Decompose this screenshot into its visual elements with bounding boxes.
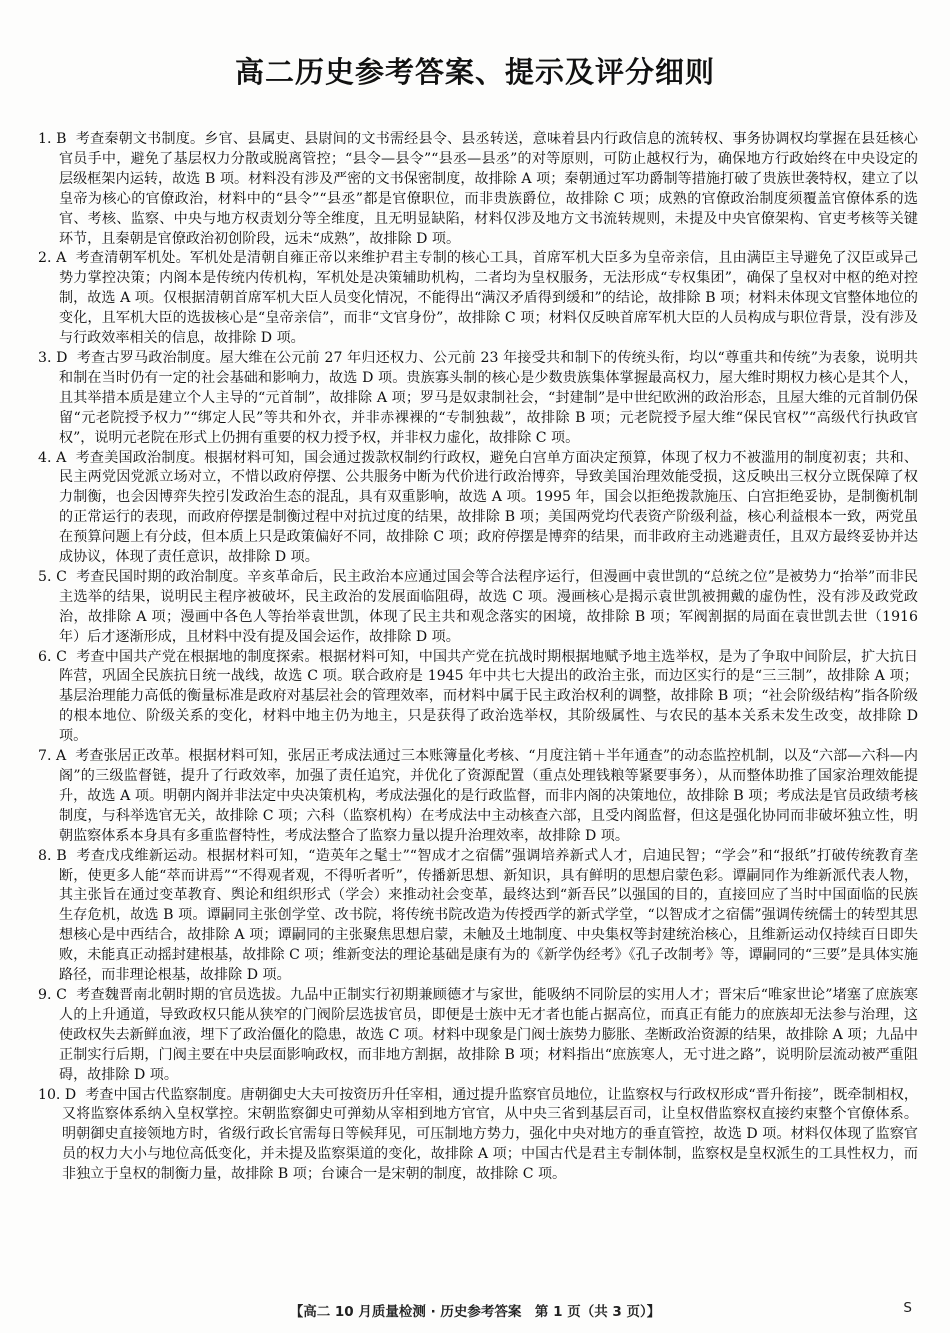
page-title: 高二历史参考答案、提示及评分细则	[234, 55, 715, 89]
answer-list	[38, 130, 918, 1185]
answer-text: 考查古罗马政治制度。屋大维在公元前 27 年归还权力、公元前 23 年接受共和制下的传统头衔，均以“尊重共和传统”为表象，说明共和制在当时仍有一定的社会基础和影响力，故选 D 项。贵族寡头制的核心是少数贵族集体掌握最高权力，屋大维时期权力核心是其个人，且其举措本质是建立个人主导的“元首制”，故排除 A 项；罗马是奴隶制社会，“封建制”是中世纪欧洲的政治形态，且屋大维的元首制仍保留“元老院授予权力”“绑定人民”等共和外衣，并非赤裸裸的“专制独裁”，故排除 B 项；元老院授予屋大维“保民官权”“高级代行执政官权”，说明元老院在形式上仍拥有重要的权力授予权，并非权力虚化，故排除 C 项。	[59, 349, 918, 446]
answer-number: 2. A	[38, 250, 67, 267]
answer-text: 考查秦朝文书制度。乡官、县属吏、县尉间的文书需经县令、县丞转送，意味着县内行政信息的流转权、事务协调权均掌握在县廷核心官员手中，避免了基层权力分散或脱离管控；“县令—县令”“县丞—县丞”的对等原则，可防止越权行为，确保地方行政始终在中央设定的层级框架内运转，故选 B 项。材料没有涉及严密的文书保密制度，故排除 A 项；秦朝通过军功爵制等措施打破了贵族世袭特权，建立了以皇帝为核心的官僚政治，材料中的“县令”“县丞”都是官僚职位，而非贵族爵位，故排除 C 项；成熟的官僚政治制度须覆盖官僚体系的选官、考核、监察、中央与地方权责划分等全维度，且无明显缺陷，材料仅涉及地方文书流转规则，未提及中央官僚架构、官吏考核等关键环节，且秦朝是官僚政治初创阶段，远未“成熟”，故排除 D 项。	[59, 131, 918, 247]
answer-item-9	[38, 986, 918, 1086]
answer-number: 1. B	[38, 131, 67, 147]
answer-number: 3. D	[38, 349, 68, 366]
answer-text: 考查民国时期的政治制度。辛亥革命后，民主政治本应通过国会等合法程序运行，但漫画中袁世凯的“总统之位”是被势力“抬举”而非民主选举的结果，说明民主程序被破坏，民主政治的发展面临阻碍，故选 C 项。漫画核心是揭示袁世凯被拥戴的虚伪性，没有涉及政党政治，故排除 A 项；漫画中各色人等抬举袁世凯，体现了民主共和观念落实的困境，故排除 B 项；军阀割据的局面在袁世凯去世（1916 年）后才逐渐形成，且材料中没有提及国会运作，故排除 D 项。	[59, 568, 918, 645]
answer-number: 9. C	[38, 986, 67, 1003]
answer-number: 7. A	[38, 748, 67, 765]
answer-number: 4. A	[38, 449, 67, 466]
answer-number: 10. D	[38, 1086, 77, 1103]
answer-text: 考查中国共产党在根据地的制度探索。根据材料可知，中国共产党在抗战时期根据地赋予地主选举权，是为了争取中间阶层，扩大抗日阵营，巩固全民族抗日统一战线，故选 C 项。联合政府是 1945 年中共七大提出的政治主张，而边区实行的是“三三制”，故排除 A 项；基层治理能力高低的衡量标准是政府对基层社会的管理效率，而材料中属于民主政治权利的调整，故排除 B 项；“社会阶级结构”指各阶级的根本地位、阶级关系的变化，材料中地主仍为地主，只是获得了政治选举权，其阶级属性、与农民的基本关系未发生改变，故排除 D 项。	[59, 648, 918, 745]
answer-text: 考查美国政治制度。根据材料可知，国会通过拨款权制约行政权，避免白宫单方面决定预算，体现了权力不被滥用的制度初衷；共和、民主两党因党派立场对立，不惜以政府停摆、公共服务中断为代价进行政治博弈，导致美国治理效能受损，这反映出三权分立既保障了权力制衡，也会因博弈失控引发政治生态的混乱，具有双重影响，故选 A 项。1995 年，国会以拒绝拨款施压、白宫拒绝妥协，是制衡机制的正常运行的表现，而政府停摆是制衡过程中对抗过度的结果，故排除 B 项；美国两党均代表资产阶级利益，核心利益根本一致，两党虽在预算问题上有分歧，但本质上只是政策偏好不同，故排除 C 项；政府停摆是博弈的结果，而非政府主动逃避责任，且双方最终妥协并达成协议，体现了责任意识，故排除 D 项。	[59, 449, 918, 566]
answer-item-5	[38, 568, 918, 648]
answer-item-1	[38, 130, 918, 249]
answer-item-4	[38, 449, 918, 568]
footer-page-info: 【高二 10 月质量检测 · 历史参考答案 第 1 页（共 3 页）】	[289, 1304, 661, 1320]
answer-text: 考查中国古代监察制度。唐朝御史大夫可按资历升任宰相，通过提升监察官员地位，让监察权与行政权形成“晋升衔接”，既牵制相权，又将监察体系纳入皇权掌控。宋朝监察御史可弹劾从宰相到地方官官，从中央三省到基层百司，让皇权借监察权直接约束整个官僚体系。明朝御史直接领地方时，省级行政长官需每日等候拜见，可压制地方势力，强化中央对地方的垂直管控，故选 D 项。材料仅体现了监察官员的权力大小与地位高低变化，并未提及监察渠道的变化，故排除 A 项；中国古代是君主专制体制，监察权是皇权派生的工具性权力，而非独立于皇权的制衡力量，故排除 B 项；台谏合一是宋朝的制度，故排除 C 项。	[62, 1086, 918, 1183]
answer-number: 5. C	[38, 568, 67, 585]
page-footer	[0, 1300, 950, 1322]
answer-item-10	[38, 1086, 918, 1186]
answer-text: 考查清朝军机处。军机处是清朝自雍正帝以来维护君主专制的核心工具，首席军机大臣多为皇帝亲信，且由满臣主导避免了汉臣或异己势力掌控决策；内阁本是传统内传机构，军机处是决策辅助机构，二者均为皇权服务，无法形成“专权集团”，确保了皇权对中枢的绝对控制，故选 A 项。仅根据清朝首席军机大臣人员变化情况，不能得出“满汉矛盾得到缓和”的结论，故排除 B 项；材料未体现文官整体地位的变化，且军机大臣的选拔核心是“皇帝亲信”，而非“文官身份”，故排除 C 项；材料仅反映首席军机大臣的人员构成与职位背景，没有涉及与行政效率相关的信息，故排除 D 项。	[59, 250, 918, 347]
answer-number: 8. B	[38, 847, 67, 864]
answer-text: 考查戊戌维新运动。根据材料可知，“造英年之髦士”“智成才之宿儒”强调培养新式人才，启迪民智；“学会”和“报纸”打破传统教育垄断，使更多人能“萃而讲焉”“不得观者观，不得听者听”，传播新思想、新知识，具有鲜明的思想启蒙色彩。谭嗣同作为维新派代表人物，其主张旨在通过变革教育、舆论和组织形式（学会）来推动社会变革，最终达到“新吾民”以强国的目的，直接回应了当时中国面临的民族生存危机，故选 B 项。谭嗣同主张创学堂、改书院，将传统书院改造为传授西学的新式学堂，“以智成才之宿儒”强调传统儒士的转型其思想核心是中西结合，故排除 A 项；谭嗣同的主张聚焦思想启蒙，未触及土地制度、中央集权等封建统治核心，且维新运动仅持续百日即失败，未能真正动摇封建根基，故排除 C 项；维新变法的理论基础是康有为的《新学伪经考》《孔子改制考》等，谭嗣同的“三要”是具体实施路径，而非理论根基，故排除 D 项。	[59, 847, 918, 984]
answer-item-6	[38, 648, 918, 748]
answer-item-7	[38, 747, 918, 847]
answer-number: 6. C	[38, 648, 67, 665]
answer-item-3	[38, 349, 918, 449]
answer-item-8	[38, 847, 918, 986]
answer-text: 考查魏晋南北朝时期的官员选拔。九品中正制实行初期兼顾德才与家世，能吸纳不同阶层的实用人才；晋宋后“唯家世论”堵塞了庶族寒人的上升通道，导致政权只能从狭窄的门阀阶层选拔官员，即便是士族中无才者也能占据高位，而真正有能力的庶族却无法参与治理，这使政权失去新鲜血液，埋下了政治僵化的隐患，故选 C 项。材料中现象是门阀士族势力膨胀、垄断政治资源的结果，故排除 A 项；九品中正制实行后期，门阀主要在中央层面影响政权，而非地方割据，故排除 B 项；材料指出“庶族寒人，无寸进之路”，说明阶层流动被严重阻碍，故排除 D 项。	[59, 986, 919, 1083]
footer-mark: S	[903, 1300, 912, 1316]
answer-item-2	[38, 249, 918, 349]
answer-text: 考查张居正改革。根据材料可知，张居正考成法通过三本账簿量化考核、“月度注销＋半年通查”的动态监控机制，以及“六部—六科—内阁”的三级监督链，提升了行政效率，加强了责任追究，并优化了资源配置（重点处理钱粮等紧要事务），从而整体助推了国家治理效能提升，故选 A 项。明朝内阁并非法定中央决策机构，考成法强化的是行政监督，而非内阁的决策地位，故排除 B 项；考成法是官员政绩考核制度，与科举选官无关，故排除 C 项；六科（监察机构）在考成法中主动核查六部，且受内阁监督，但这是强化协同而非破坏独立性，明朝监察体系本身具有多重监督特性，考成法整合了监察力量以提升治理效率，故排除 D 项。	[59, 748, 919, 844]
